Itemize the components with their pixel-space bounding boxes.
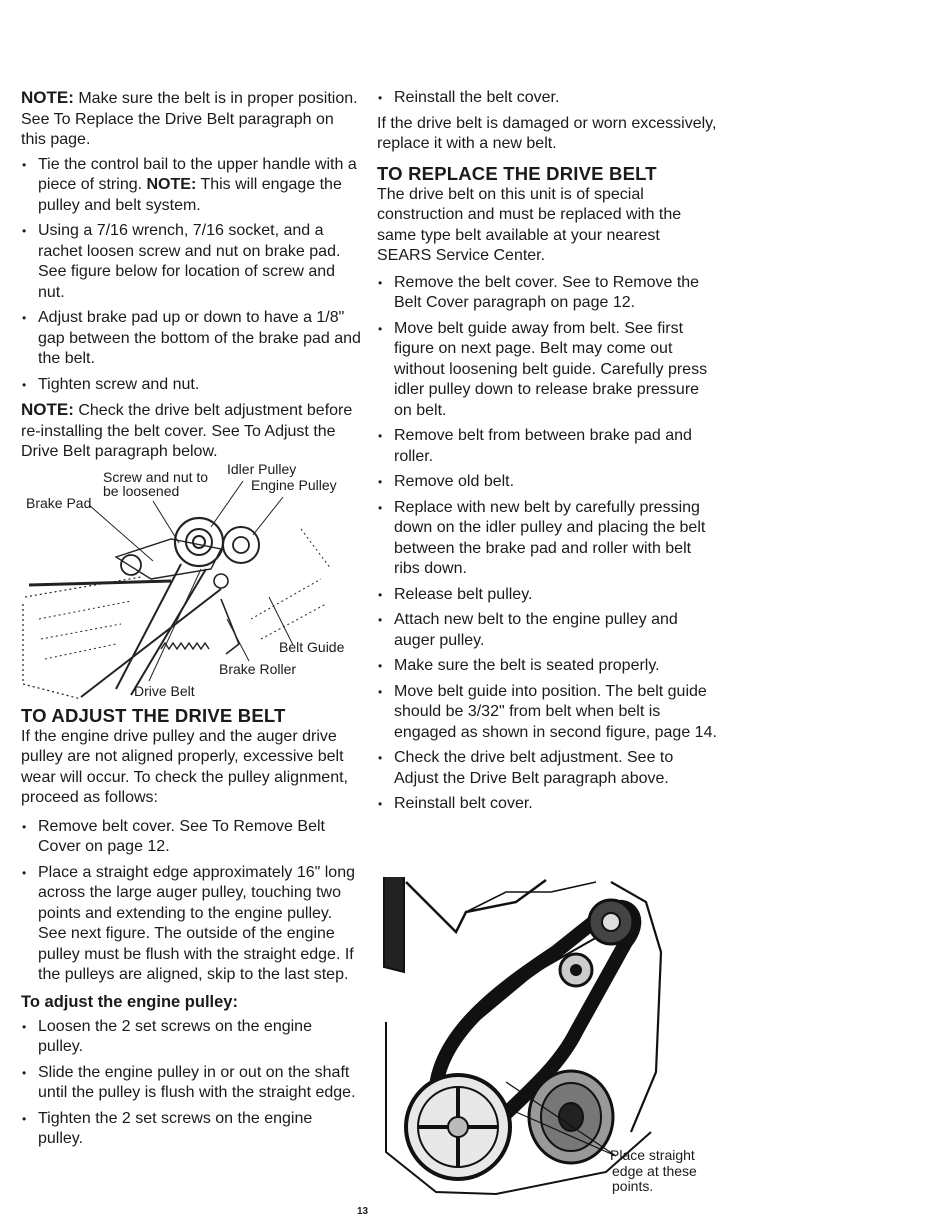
list-item: • Remove old belt.: [377, 472, 717, 493]
list-item: • Tighten the 2 set screws on the engine pulley.: [21, 1109, 361, 1150]
engine-pulley-list: [21, 1017, 361, 1150]
list-item: • Replace with new belt by carefully pressing down on the idler pulley and placing the belt between the brake pad and roller with belt ribs down.: [377, 498, 717, 580]
adjust-intro: If the engine drive pulley and the auger drive pulley are not aligned properly, excessive belt wear will occur. To check the pulley alignment, proceed as follows:: [21, 727, 348, 806]
list-item: • Move belt guide away from belt. See first figure on next page. Belt may come out without loosening belt guide. Carefully press idler pulley down to release brake pressure on belt.: [377, 319, 717, 422]
note-label: NOTE:: [21, 88, 74, 107]
note-text: Make sure the belt is in proper position. See To Replace the Drive Belt paragraph on this page.: [21, 90, 358, 148]
note-paragraph-2: [21, 400, 361, 463]
replace-steps-list: [377, 273, 717, 815]
list-item: • Attach new belt to the engine pulley and auger pulley.: [377, 610, 717, 651]
callout-place-straight-edge-line2: edge at these: [612, 1163, 697, 1179]
list-item: • Adjust brake pad up or down to have a 1/8" gap between the bottom of the brake pad and the belt.: [21, 308, 361, 370]
callout-belt-guide: Belt Guide: [279, 638, 345, 655]
alignment-check-list: [21, 817, 361, 986]
straight-edge-figure: [376, 872, 716, 1202]
list-item: • Release belt pulley.: [377, 585, 717, 606]
brake-assembly-figure: [21, 460, 361, 709]
note-label: NOTE:: [21, 400, 74, 419]
list-item: • Make sure the belt is seated properly.: [377, 656, 717, 677]
list-item: • Tighten screw and nut.: [21, 375, 361, 396]
list-item: • Remove the belt cover. See to Remove the Belt Cover paragraph on page 12.: [377, 273, 717, 314]
list-item: • Remove belt cover. See To Remove Belt Cover on page 12.: [21, 817, 361, 858]
replace-heading: TO REPLACE THE DRIVE BELT: [377, 162, 657, 184]
list-item: • Move belt guide into position. The belt guide should be 3/32" from belt when belt is engaged as shown in second figure, page 14.: [377, 682, 717, 744]
list-item: • Remove belt from between brake pad and roller.: [377, 426, 717, 467]
list-item-text: This will engage the pulley and belt system.: [38, 176, 342, 214]
callout-screw-nut: Screw and nut to: [103, 468, 209, 485]
list-item: [21, 155, 361, 217]
callout-brake-pad: Brake Pad: [26, 494, 92, 511]
callout-brake-roller: Brake Roller: [219, 660, 297, 677]
engine-pulley-subheading: To adjust the engine pulley:: [21, 992, 238, 1011]
list-item: • Loosen the 2 set screws on the engine pulley.: [21, 1017, 361, 1058]
list-item: • Check the drive belt adjustment. See to Adjust the Drive Belt paragraph above.: [377, 748, 717, 789]
replace-intro: The drive belt on this unit is of special construction and must be replaced with the same type belt available at your nearest SEARS Service Center.: [377, 185, 682, 264]
callout-idler-pulley: Idler Pulley: [227, 460, 297, 477]
callout-place-straight-edge-line3: points.: [612, 1178, 654, 1194]
list-item: • Reinstall the belt cover.: [377, 88, 717, 109]
note-text: Check the drive belt adjustment before re-installing the belt cover. See To Adjust the Drive Belt paragraph below.: [21, 402, 353, 460]
list-item: • Slide the engine pulley in or out on the shaft until the pulley is flush with the straight edge.: [21, 1063, 361, 1104]
reinstall-list: [377, 88, 717, 109]
callout-screw-nut-line2: be loosened: [103, 482, 180, 499]
worn-belt-paragraph: If the drive belt is damaged or worn excessively, replace it with a new belt.: [377, 114, 717, 152]
list-item: • Place a straight edge approximately 16" long across the large auger pulley, touching two points and extending to the engine pulley. See next figure. The outside of the engine pulley must be flush with the straight edge. If the pulleys are aligned, skip to the last step.: [21, 863, 361, 986]
brake-adjust-list: [21, 155, 361, 396]
callout-drive-belt: Drive Belt: [134, 682, 195, 699]
callout-engine-pulley: Engine Pulley: [251, 476, 337, 493]
left-column: [21, 88, 361, 1155]
callout-place-straight-edge: Place straight: [610, 1147, 695, 1163]
list-item-text: Tie the control bail to the upper handle with a piece of string.: [38, 155, 357, 193]
note-paragraph-1: [21, 88, 361, 151]
note-label: NOTE:: [146, 176, 197, 193]
right-column: [377, 88, 717, 820]
adjust-heading: TO ADJUST THE DRIVE BELT: [21, 704, 286, 726]
list-item: • Using a 7/16 wrench, 7/16 socket, and a rachet loosen screw and nut on brake pad. See figure below for location of screw and nut.: [21, 221, 361, 303]
list-item: • Reinstall belt cover.: [377, 794, 717, 815]
page-number: 13: [357, 1206, 369, 1217]
